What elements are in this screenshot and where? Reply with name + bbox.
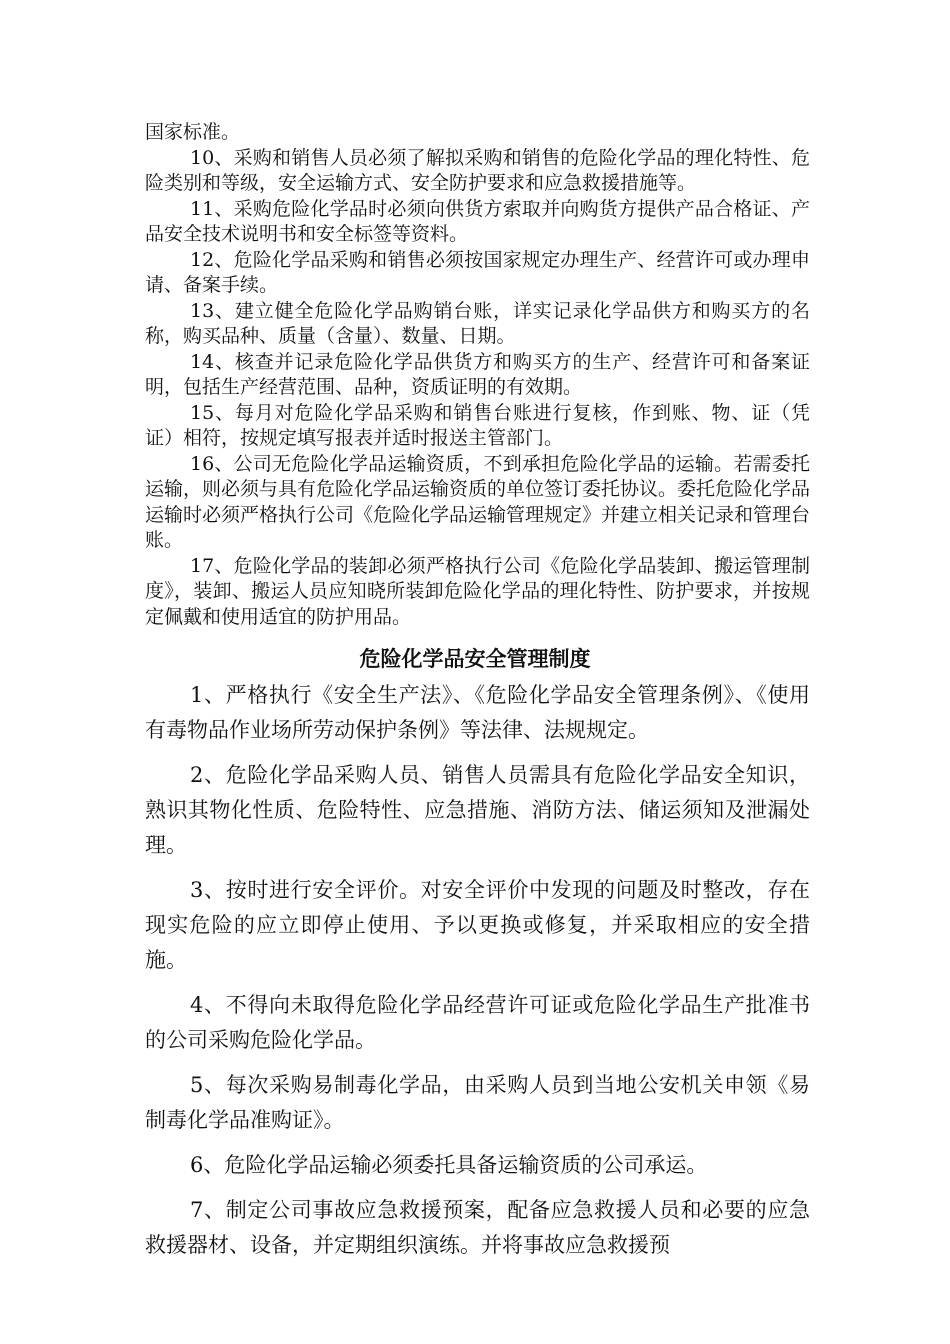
paragraph: 15、每月对危险化学品采购和销售台账进行复核，作到账、物、证（凭证）相符，按规定填写报表并适时报送主管部门。 xyxy=(145,401,810,449)
paragraph: 6、危险化学品运输必须委托具备运输资质的公司承运。 xyxy=(190,1153,708,1177)
paragraph: 2、危险化学品采购人员、销售人员需具有危险化学品安全知识，熟识其物化性质、危险特性、应急措施、消防方法、储运须知及泄漏处理。 xyxy=(145,763,810,857)
paragraph: 14、核查并记录危险化学品供货方和购买方的生产、经营许可和备案证明，包括生产经营范围、品种，资质证明的有效期。 xyxy=(145,350,810,398)
paragraph: 5、每次采购易制毒化学品，由采购人员到当地公安机关申领《易制毒化学品准购证》。 xyxy=(145,1073,810,1132)
paragraph: 16、公司无危险化学品运输资质，不到承担危险化学品的运输。若需委托运输，则必须与具有危险化学品运输资质的单位签订委托协议。委托危险化学品运输时必须严格执行公司《危险化学品运输管理规定》并建立相关记录和管理台账。 xyxy=(145,452,811,551)
paragraph: 10、采购和销售人员必须了解拟采购和销售的危险化学品的理化特性、危险类别和等级，安全运输方式、安全防护要求和应急救援措施等。 xyxy=(145,146,810,194)
paragraph: 7、制定公司事故应急救援预案，配备应急救援人员和必要的应急救援器材、设备，并定期组织演练。并将事故应急救援预 xyxy=(145,1198,810,1257)
paragraph: 4、不得向未取得危险化学品经营许可证或危险化学品生产批准书的公司采购危险化学品。 xyxy=(145,993,810,1052)
paragraph: 17、危险化学品的装卸必须严格执行公司《危险化学品装卸、搬运管理制度》，装卸、搬运人员应知晓所装卸危险化学品的理化特性、防护要求，并按规定佩戴和使用适宜的防护用品。 xyxy=(145,554,810,628)
procurement-rules-section xyxy=(145,120,810,630)
paragraph: 11、采购危险化学品时必须向供货方索取并向购货方提供产品合格证、产品安全技术说明书和安全标签等资料。 xyxy=(145,197,810,245)
paragraph: 3、按时进行安全评价。对安全评价中发现的问题及时整改，存在现实危险的应立即停止使用、予以更换或修复，并采取相应的安全措施。 xyxy=(145,878,810,972)
paragraph: 国家标准。 xyxy=(145,121,241,143)
paragraph: 12、危险化学品采购和销售必须按国家规定办理生产、经营许可或办理申请、备案手续。 xyxy=(145,248,810,296)
paragraph: 1、严格执行《安全生产法》、《危险化学品安全管理条例》、《使用有毒物品作业场所劳动保护条例》等法律、法规规定。 xyxy=(145,683,810,742)
safety-rules-section xyxy=(145,678,810,1273)
section-title: 危险化学品安全管理制度 xyxy=(359,646,591,671)
paragraph: 13、建立健全危险化学品购销台账，详实记录化学品供方和购买方的名称，购买品种、质量（含量）、数量、日期。 xyxy=(145,299,810,347)
